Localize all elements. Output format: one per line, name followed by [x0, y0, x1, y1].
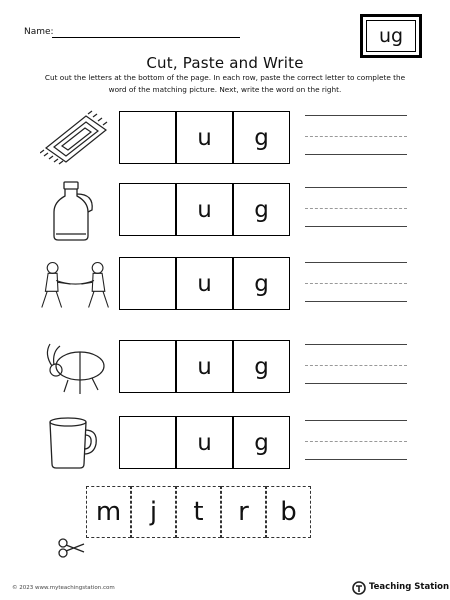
letter-box — [233, 340, 290, 393]
letter-box — [233, 416, 290, 469]
letter-box — [176, 257, 233, 310]
writing-line-mid — [305, 208, 407, 209]
writing-line-top[interactable] — [305, 187, 407, 188]
letter-box — [176, 416, 233, 469]
brand-name[interactable]: Teaching Station — [369, 582, 450, 592]
cut-letter-text: j — [149, 497, 158, 527]
paste-box[interactable] — [119, 416, 176, 469]
writing-line-mid — [305, 441, 407, 442]
letter-u: u — [197, 196, 212, 223]
paste-box[interactable] — [119, 111, 176, 164]
cut-letter-m[interactable] — [86, 486, 131, 538]
letter-u: u — [197, 429, 212, 456]
paste-box[interactable] — [119, 257, 176, 310]
bug-icon — [40, 336, 112, 398]
jug-icon — [40, 180, 112, 242]
letter-g: g — [254, 196, 269, 223]
instructions: Cut out the letters at the bottom of the page. In each row, paste the correct letter to complete the word of the matching picture. Next, write the word on the right. — [44, 73, 406, 94]
letter-u: u — [197, 270, 212, 297]
page-title: Cut, Paste and Write — [146, 54, 304, 72]
name-label: Name: — [24, 27, 54, 37]
writing-line-bottom[interactable] — [305, 226, 407, 227]
word-family-badge — [360, 14, 422, 58]
letter-g: g — [254, 124, 269, 151]
letter-u: u — [197, 124, 212, 151]
cut-letter-r[interactable] — [221, 486, 266, 538]
letter-box — [233, 111, 290, 164]
cut-letter-t[interactable] — [176, 486, 221, 538]
cut-letter-text: t — [193, 497, 204, 527]
letter-box — [233, 183, 290, 236]
writing-line-top[interactable] — [305, 262, 407, 263]
cut-letter-text: r — [238, 497, 249, 527]
paste-box[interactable] — [119, 183, 176, 236]
writing-line-mid — [305, 136, 407, 137]
paste-box[interactable] — [119, 340, 176, 393]
letter-g: g — [254, 270, 269, 297]
writing-line-bottom[interactable] — [305, 459, 407, 460]
copyright-text: © 2023 www.myteachingstation.com — [12, 585, 115, 591]
badge-text: ug — [378, 25, 404, 47]
rug-icon — [40, 108, 112, 170]
writing-line-bottom[interactable] — [305, 301, 407, 302]
writing-line-top[interactable] — [305, 420, 407, 421]
letter-u: u — [197, 353, 212, 380]
cut-letter-b[interactable] — [266, 486, 311, 538]
letter-box — [233, 257, 290, 310]
tug-of-war-icon — [40, 254, 112, 316]
scissors-icon — [58, 538, 86, 558]
mug-icon — [40, 412, 112, 474]
writing-line-mid — [305, 365, 407, 366]
letter-g: g — [254, 353, 269, 380]
cut-letter-text: b — [280, 497, 297, 527]
letter-box — [176, 183, 233, 236]
writing-line-top[interactable] — [305, 344, 407, 345]
writing-line-bottom[interactable] — [305, 154, 407, 155]
teaching-station-logo-icon — [352, 581, 366, 595]
writing-line-bottom[interactable] — [305, 383, 407, 384]
writing-line-top[interactable] — [305, 115, 407, 116]
letter-box — [176, 340, 233, 393]
cut-letter-text: m — [95, 497, 122, 527]
letter-box — [176, 111, 233, 164]
name-line[interactable] — [52, 37, 240, 38]
writing-line-mid — [305, 283, 407, 284]
cut-letter-j[interactable] — [131, 486, 176, 538]
letter-g: g — [254, 429, 269, 456]
